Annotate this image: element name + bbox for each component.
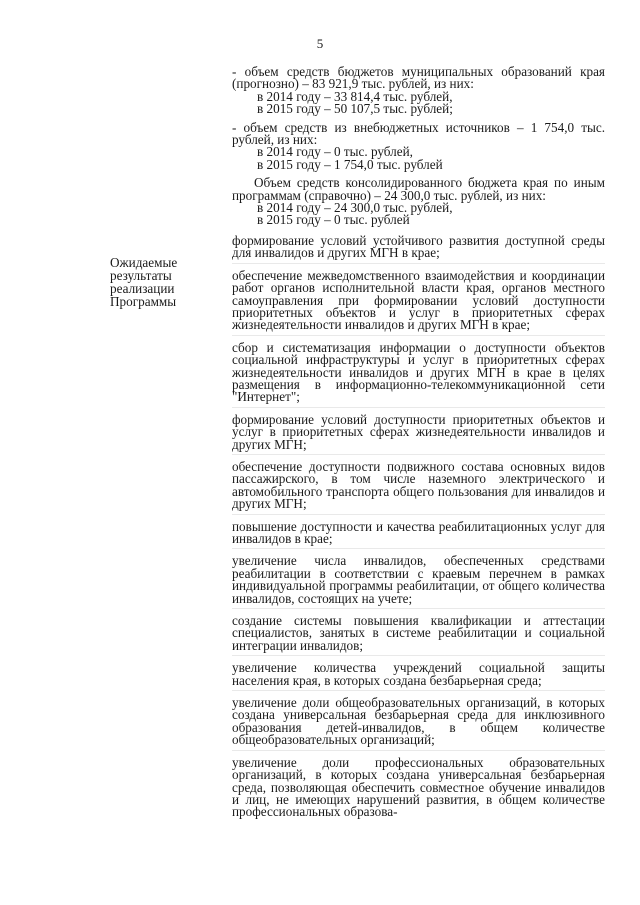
page-number: 5 <box>316 36 324 51</box>
extrabudget-funding <box>232 119 605 172</box>
expected-results-label: Ожидаемые результаты реализации Программы <box>110 255 178 309</box>
result-item: увеличение числа инвалидов, обеспеченных средствами реабилитации в соответствии с краевым перечнем в рамках индивидуальной программы реабилитации, от общего количества инвалидов, состоящих на учете; <box>232 555 605 609</box>
result-item: создание системы повышения квалификации и аттестации специалистов, занятых в системе реабилитации и социальной интеграции инвалидов; <box>232 615 605 656</box>
result-item: формирование условий доступности приоритетных объектов и услуг в приоритетных сферах жизнедеятельности инвалидов и других МГН; <box>232 414 605 455</box>
result-item: увеличение количества учреждений социальной защиты населения края, в которых создана безбарьерная среда; <box>232 662 605 691</box>
municipal-funding-2015: в 2015 году – 50 107,5 тыс. рублей; <box>257 101 453 117</box>
municipal-funding-header: - объем средств бюджетов муниципальных образований края (прогнозно) – 83 921,9 тыс. рублей, из них: <box>232 64 605 92</box>
result-item: повышение доступности и качества реабилитационных услуг для инвалидов в крае; <box>232 521 605 550</box>
consolidated-funding-header: Объем средств консолидированного бюджета края по иным программам (справочно) – 24 300,0 тыс. рублей, из них: <box>232 175 605 203</box>
consolidated-funding-2015: в 2015 году – 0 тыс. рублей <box>257 212 410 228</box>
result-item: увеличение доли профессиональных образовательных организаций, в которых создана универсальная безбарьерная среда, позволяющая обеспечить совместное обучение инвалидов и лиц, не имеющих нарушений развития, в общем количестве профессиональных образова- <box>232 754 605 820</box>
consolidated-funding-2014: в 2014 году – 24 300,0 тыс. рублей, <box>257 200 453 216</box>
result-item: сбор и систематизация информации о доступности объектов социальной инфраструктуры и услуг в приоритетных сферах жизнедеятельности инвалидов и других МГН в крае в целях размещения в информационно-телекоммуникационной сети "Интернет"; <box>232 342 605 408</box>
program-content <box>232 66 605 828</box>
result-item: увеличение доли общеобразовательных организаций, в которых создана универсальная безбарьерная среда для инклюзивного образования детей-инвалидов, в общем количестве общеобразовательных организаций; <box>232 697 605 751</box>
municipal-funding-2014: в 2014 году – 33 814,4 тыс. рублей, <box>257 88 453 104</box>
extrabudget-funding-2015: в 2015 году – 1 754,0 тыс. рублей <box>257 156 443 172</box>
extrabudget-funding-header: - объем средств из внебюджетных источников – 1 754,0 тыс. рублей, из них: <box>232 119 605 148</box>
result-item: обеспечение доступности подвижного состава основных видов пассажирского, в том числе наземного электрического и автомобильного транспорта общего пользования для инвалидов и других МГН; <box>232 461 605 515</box>
consolidated-funding <box>232 177 605 227</box>
result-item: формирование условий устойчивого развития доступной среды для инвалидов и других МГН в крае; <box>232 235 605 264</box>
municipal-funding <box>232 66 605 116</box>
extrabudget-funding-2014: в 2014 году – 0 тыс. рублей, <box>257 144 413 160</box>
expected-results-list <box>232 232 605 822</box>
result-item: обеспечение межведомственного взаимодействия и координации работ органов исполнительной власти края, органов местного самоуправления при формировании условий доступности приоритетных объектов и услуг в приоритетных сферах жизнедеятельности инвалидов и других МГН в крае; <box>232 270 605 336</box>
